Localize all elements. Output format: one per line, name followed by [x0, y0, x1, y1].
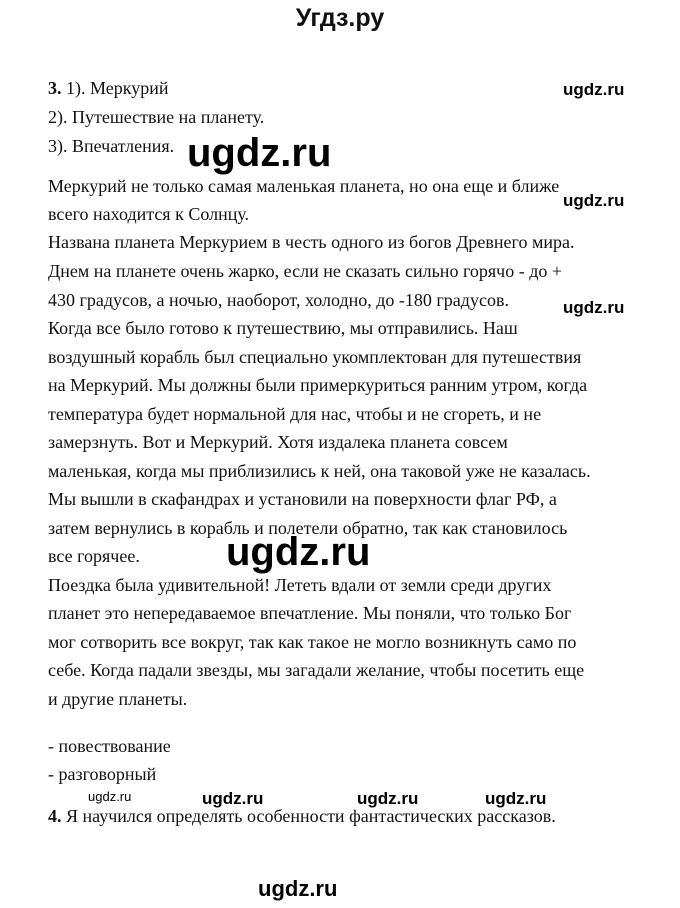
watermark: ugdz.ru	[187, 131, 332, 175]
watermark: ugdz.ru	[226, 530, 371, 574]
story-line: Когда все было готово к путешествию, мы отправились. Наш	[48, 318, 518, 338]
story-line: себе. Когда падали звезды, мы загадали желание, чтобы посетить еще	[48, 660, 585, 680]
characteristic-style: - разговорный	[48, 764, 157, 784]
story-line: температура будет нормальной для нас, чтобы и не сгореть, и не	[48, 404, 542, 424]
story-line: Меркурий не только самая маленькая планета, но она еще и ближе	[48, 176, 560, 196]
task3-plan-item-3: 3). Впечатления.	[48, 136, 175, 156]
task4-number: 4.	[48, 806, 62, 826]
watermark: ugdz.ru	[563, 191, 625, 210]
story-line: Поездка была удивительной! Лететь вдали от земли среди других	[48, 575, 552, 595]
task4-answer: 4. Я научился определять особенности фантастических рассказов.	[48, 806, 556, 826]
watermark: ugdz.ru	[258, 876, 338, 901]
story-line: Названа планета Меркурием в честь одного из богов Древнего мира.	[48, 232, 575, 252]
task3-number: 3.	[48, 78, 62, 98]
task3-plan-item-1: 3. 1). Меркурий	[48, 78, 169, 98]
story-line: и другие планеты.	[48, 689, 188, 709]
watermark: ugdz.ru	[357, 789, 419, 808]
watermark: ugdz.ru	[88, 789, 132, 804]
site-header-title: Угдз.ру	[295, 4, 385, 32]
watermark: ugdz.ru	[563, 80, 625, 99]
watermark: ugdz.ru	[202, 789, 264, 808]
watermark: ugdz.ru	[485, 789, 547, 808]
story-line: мог сотворить все вокруг, так как такое не могло возникнуть само по	[48, 632, 577, 652]
story-line: воздушный корабль был специально укомплектован для путешествия	[48, 347, 582, 367]
story-line: всего находится к Солнцу.	[48, 204, 250, 224]
task3-plan-item-2: 2). Путешествие на планету.	[48, 107, 265, 127]
story-line: маленькая, когда мы приблизились к ней, она таковой уже не казалась.	[48, 461, 591, 481]
story-line: затем вернулись в корабль и полетели обратно, так как становилось	[48, 518, 568, 538]
watermark: ugdz.ru	[563, 298, 625, 317]
story-line: Днем на планете очень жарко, если не сказать сильно горячо - до +	[48, 261, 563, 281]
story-line: 430 градусов, а ночью, наоборот, холодно, до -180 градусов.	[48, 290, 509, 310]
characteristic-type: - повествование	[48, 736, 171, 756]
story-line: планет это непередаваемое впечатление. Мы поняли, что только Бог	[48, 603, 572, 623]
story-line: на Меркурий. Мы должны были примеркуриться ранним утром, когда	[48, 375, 588, 395]
story-line: все горячее.	[48, 546, 140, 566]
story-line: замерзнуть. Вот и Меркурий. Хотя издалека планета совсем	[48, 432, 508, 452]
story-line: Мы вышли в скафандрах и установили на поверхности флаг РФ, а	[48, 489, 557, 509]
